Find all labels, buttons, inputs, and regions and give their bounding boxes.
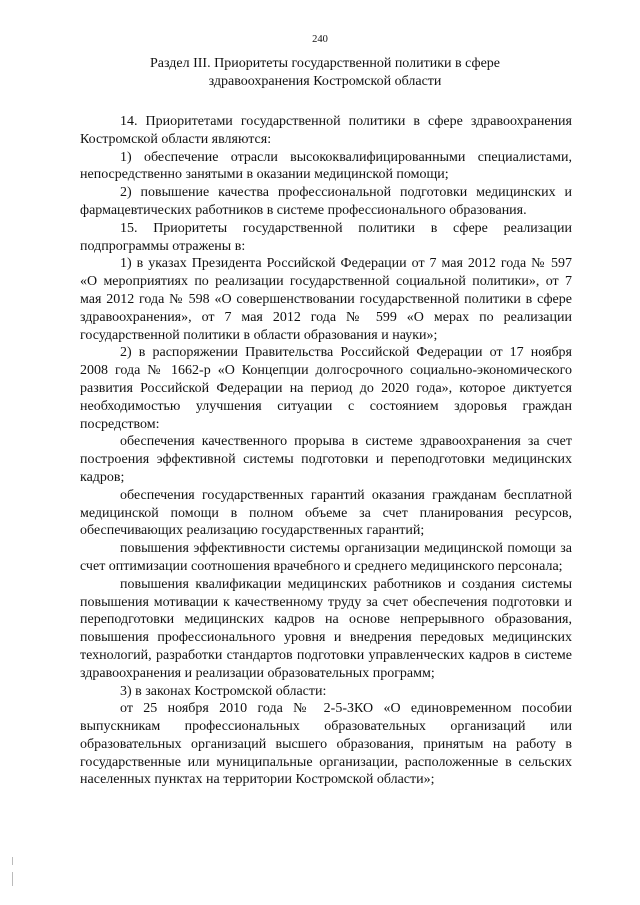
measure-paragraph-1: обеспечения качественного прорыва в системе здравоохранения за счет построения эффективной системы подготовки и переподготовки медицинских кадров; bbox=[80, 434, 572, 485]
measure-paragraph-4: повышения квалификации медицинских работников и создания системы повышения мотивации к качественному труду за счет обеспечения подготовки и переподготовки медицинских кадров на основе непрерывного образования, повышения профессионального уровня и внедрения передовых медицинских технологий, разработки стандартов подготовки управленческих кадров в системе здравоохранения и реализации образовательных программ; bbox=[80, 576, 572, 681]
paragraph-15-item-2: 2) в распоряжении Правительства Российской Федерации от 17 ноября 2008 года № 1662-р «О Концепции долгосрочного социально-экономического развития Российской Федерации на период до 2020 года», которое диктуется необходимостью улучшения ситуации с состоянием здоровья граждан посредством: bbox=[80, 345, 572, 432]
body-text bbox=[80, 113, 572, 789]
paragraph-14-item-2: 2) повышение качества профессиональной подготовки медицинских и фармацевтических работников в системе профессионального образования. bbox=[80, 185, 572, 218]
paragraph-14: 14. Приоритетами государственной политики в сфере здравоохранения Костромской области являются: bbox=[80, 114, 572, 147]
paragraph-14-item-1: 1) обеспечение отрасли высококвалифицированными специалистами, непосредственно занятыми в оказании медицинской помощи; bbox=[80, 149, 572, 183]
section-title bbox=[80, 55, 570, 91]
scan-mark bbox=[12, 872, 13, 886]
paragraph-15: 15. Приоритеты государственной политики в сфере реализации подпрограммы отражены в: bbox=[80, 220, 572, 254]
section-title-line-2: здравоохранения Костромской области bbox=[208, 74, 442, 89]
paragraph-15-item-3: 3) в законах Костромской области: bbox=[120, 683, 327, 699]
section-title-line-1: Раздел III. Приоритеты государственной политики в сфере bbox=[150, 56, 500, 71]
law-paragraph-1: от 25 ноября 2010 года № 2-5-ЗКО «О единовременном пособии выпускникам профессиональных образовательных организаций или образовательных организаций высшего образования, принятым на работу в государственные или муниципальные организации, расположенные в сельских населенных пунктах на территории Костромской области»; bbox=[80, 701, 572, 788]
page-number: 240 bbox=[312, 34, 328, 45]
paragraph-15-item-1: 1) в указах Президента Российской Федерации от 7 мая 2012 года № 597 «О мероприятиях по реализации государственной социальной политики», от 7 мая 2012 года № 598 «О совершенствовании государственной политики в сфере здравоохранения», от 7 мая 2012 года № 599 «О мерах по реализации государственной политики в области образования и науки»; bbox=[80, 256, 572, 343]
measure-paragraph-3: повышения эффективности системы организации медицинской помощи за счет оптимизации соотношения врачебного и среднего медицинского персонала; bbox=[80, 541, 572, 574]
scan-mark bbox=[12, 857, 13, 865]
measure-paragraph-2: обеспечения государственных гарантий оказания гражданам бесплатной медицинской помощи в полном объеме за счет планирования ресурсов, обеспечивающих реализацию государственных гарантий; bbox=[80, 487, 572, 539]
